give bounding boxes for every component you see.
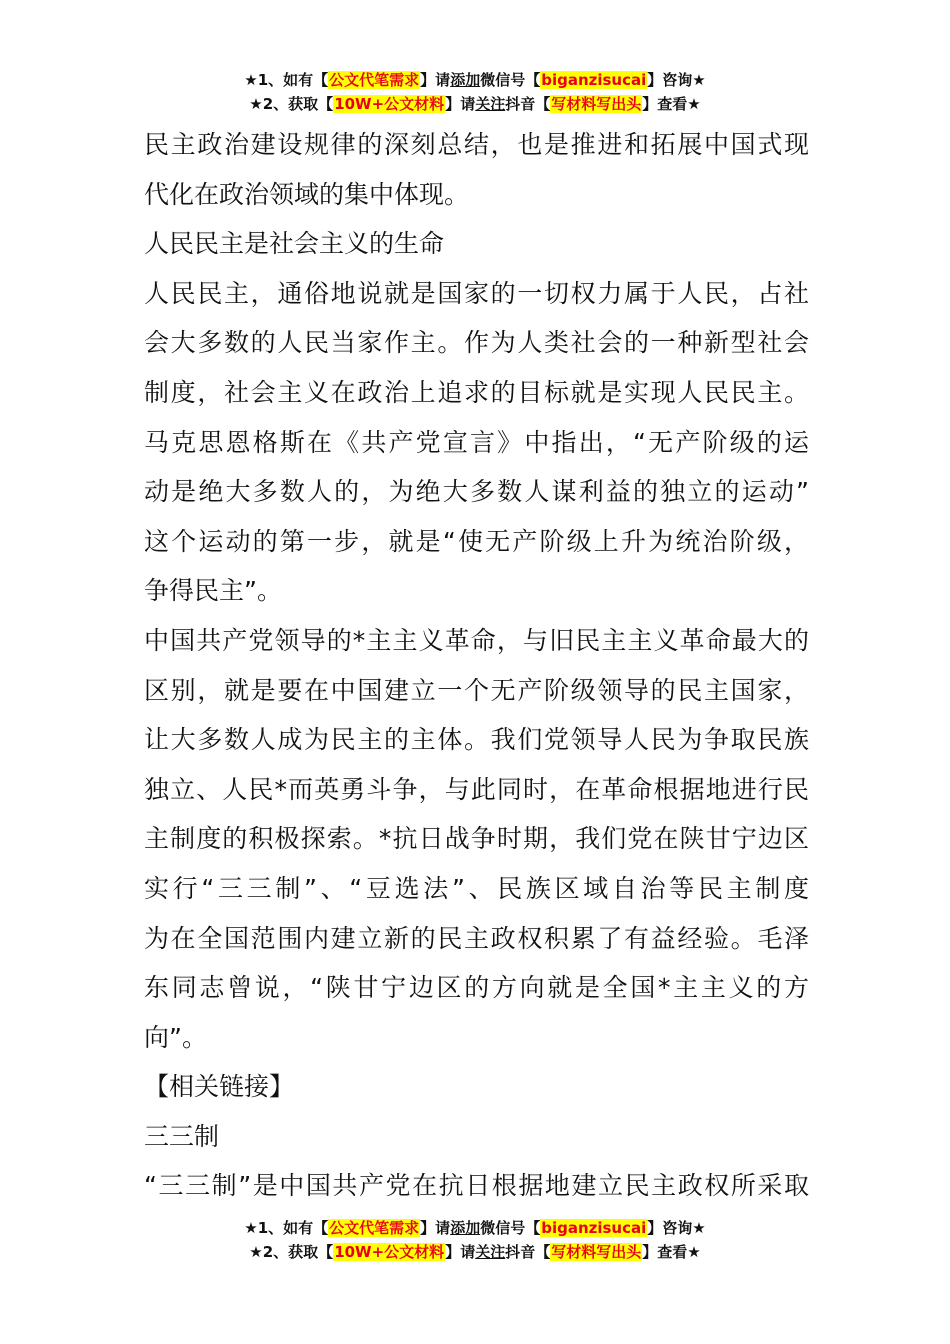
body-line: 会大多数的人民当家作主。作为人类社会的一种新型社会 (144, 328, 809, 358)
body-line: 马克思恩格斯在《共产党宣言》中指出，“无产阶级的运 (144, 427, 809, 457)
body-line: 制度，社会主义在政治上追求的目标就是实现人民民主。 (144, 377, 809, 407)
document-body (144, 120, 809, 1211)
body-line: 向”。 (144, 1022, 207, 1052)
body-line: 争得民主”。 (144, 576, 282, 606)
promo-line-1-middle-a: 】请 (420, 1219, 451, 1237)
promo-line-1-suffix: 】咨询★ (647, 71, 706, 89)
promo-line-1-middle-b: 微信号【 (480, 71, 541, 89)
promo-line-1-highlight-service: 公文代笔需求 (329, 71, 420, 89)
promo-line-2-middle-a: 】请 (445, 95, 476, 113)
footer-promo-banner (0, 1216, 950, 1264)
body-line: 区别，就是要在中国建立一个无产阶级领导的民主国家， (144, 675, 809, 705)
promo-line-1-highlight-wechat-id: biganzisucai (541, 71, 647, 89)
promo-line-2-suffix: 】查看★ (642, 1243, 701, 1261)
promo-line-1-prefix: ★1、如有【 (244, 71, 329, 89)
body-line: 主制度的积极探索。*抗日战争时期，我们党在陕甘宁边区 (144, 824, 809, 854)
body-line: “三三制”是中国共产党在抗日根据地建立民主政权所采取 (144, 1171, 809, 1201)
body-line: 中国共产党领导的*主主义革命，与旧民主主义革命最大的 (144, 625, 809, 655)
promo-line-2-suffix: 】查看★ (642, 95, 701, 113)
promo-line-1-middle-a: 】请 (420, 71, 451, 89)
body-line: 这个运动的第一步，就是“使无产阶级上升为统治阶级， (144, 526, 809, 556)
promo-line-2 (0, 1240, 950, 1264)
body-line: 为在全国范围内建立新的民主政权积累了有益经验。毛泽 (144, 923, 809, 953)
subsection-heading: 三三制 (144, 1121, 220, 1151)
body-line: 人民民主，通俗地说就是国家的一切权力属于人民，占社 (144, 278, 809, 308)
body-line: 民主政治建设规律的深刻总结，也是推进和拓展中国式现 (144, 130, 809, 159)
body-line: 东同志曾说，“陕甘宁边区的方向就是全国*主主义的方 (144, 973, 809, 1003)
promo-line-1-underlined: 添加 (450, 71, 481, 89)
promo-line-2-underlined: 关注 (475, 1243, 506, 1261)
promo-line-1 (0, 1216, 950, 1240)
section-heading: 人民民主是社会主义的生命 (144, 229, 445, 259)
promo-line-2-middle-b: 抖音【 (505, 95, 551, 113)
promo-line-2-middle-b: 抖音【 (505, 1243, 551, 1261)
promo-line-1-highlight-wechat-id: biganzisucai (541, 1219, 647, 1237)
promo-line-2-highlight-materials: 10W+公文材料 (334, 95, 445, 113)
body-line: 独立、人民*而英勇斗争，与此同时，在革命根据地进行民 (144, 774, 809, 804)
promo-line-1-suffix: 】咨询★ (647, 1219, 706, 1237)
promo-line-2-highlight-douyin-id: 写材料写出头 (551, 95, 642, 113)
header-promo-banner (0, 68, 950, 116)
body-line: 实行“三三制”、“豆选法”、民族区域自治等民主制度 (144, 873, 809, 903)
body-line: 动是绝大多数人的，为绝大多数人谋利益的独立的运动” (144, 477, 809, 507)
body-line: 让大多数人成为民主的主体。我们党领导人民为争取民族 (144, 725, 809, 755)
promo-line-2-middle-a: 】请 (445, 1243, 476, 1261)
promo-line-1 (0, 68, 950, 92)
related-links-heading: 【相关链接】 (144, 1072, 295, 1102)
promo-line-1-prefix: ★1、如有【 (244, 1219, 329, 1237)
promo-line-2-prefix: ★2、获取【 (249, 95, 334, 113)
promo-line-2 (0, 92, 950, 116)
promo-line-1-middle-b: 微信号【 (480, 1219, 541, 1237)
promo-line-2-underlined: 关注 (475, 95, 506, 113)
promo-line-2-highlight-materials: 10W+公文材料 (334, 1243, 445, 1261)
promo-line-2-highlight-douyin-id: 写材料写出头 (551, 1243, 642, 1261)
promo-line-1-underlined: 添加 (450, 1219, 481, 1237)
promo-line-1-highlight-service: 公文代笔需求 (329, 1219, 420, 1237)
body-line: 代化在政治领域的集中体现。 (144, 179, 470, 209)
promo-line-2-prefix: ★2、获取【 (249, 1243, 334, 1261)
